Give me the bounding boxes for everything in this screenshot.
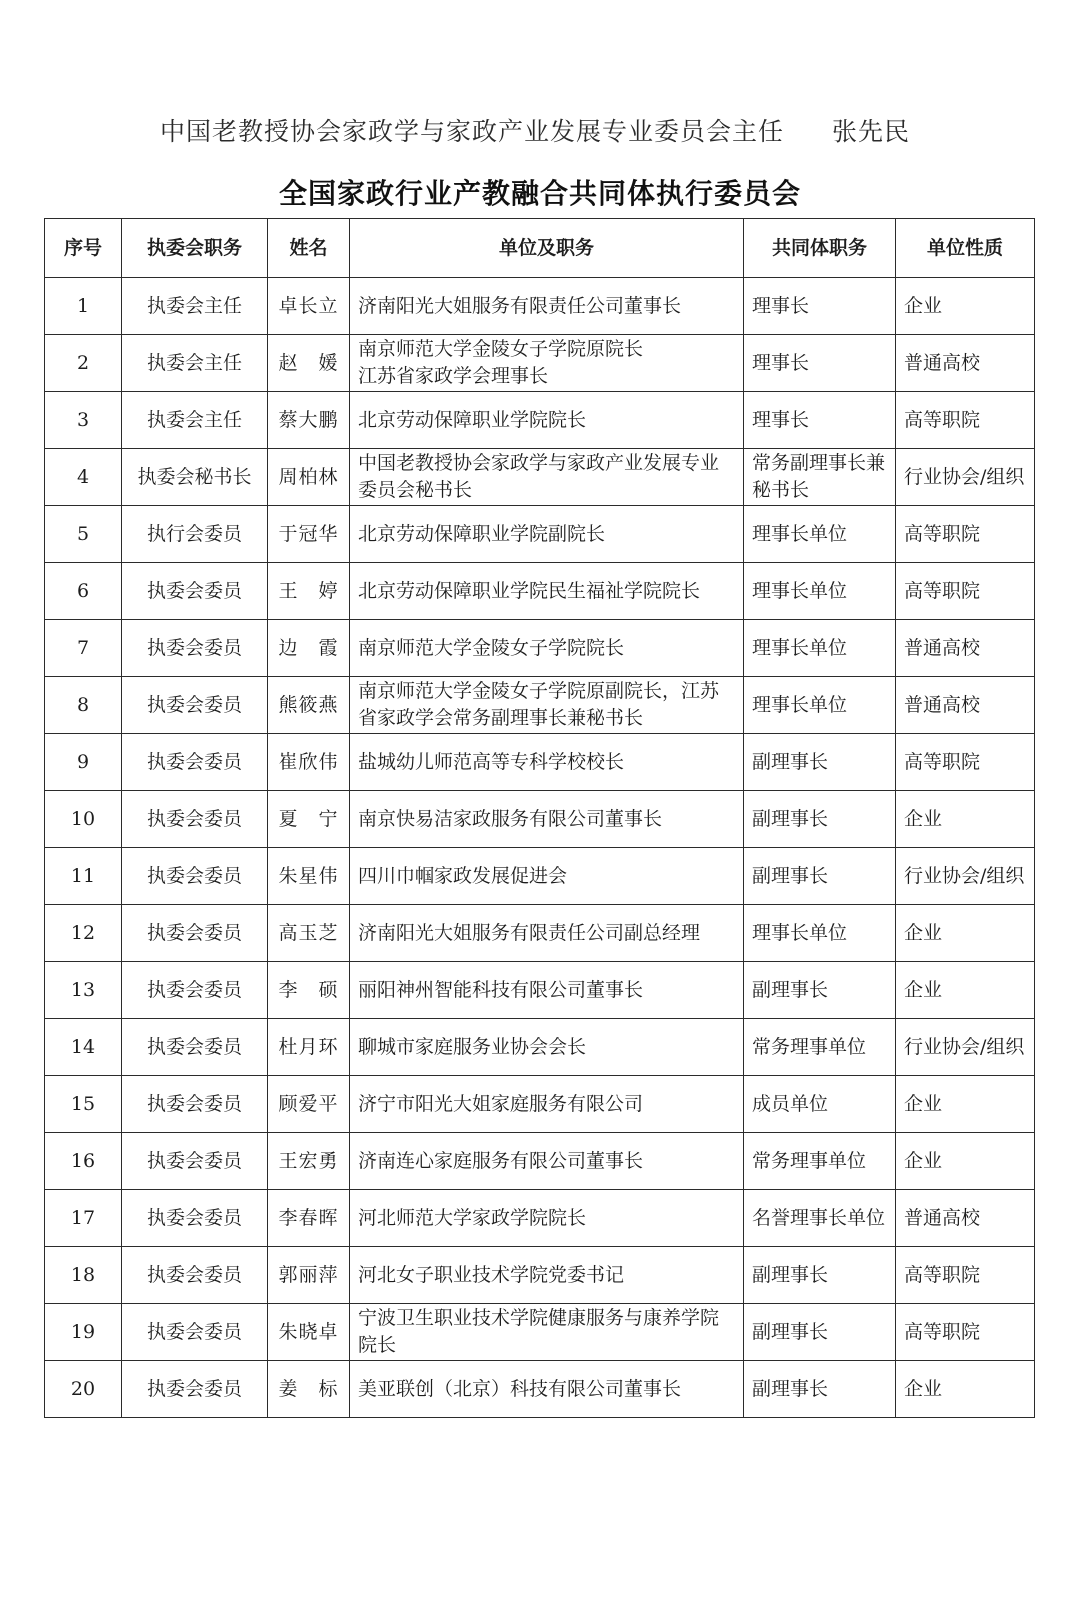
member-name: 蔡大鹏 [268, 392, 350, 449]
table-row [45, 1133, 1035, 1190]
table-row [45, 1019, 1035, 1076]
row-index: 1 [45, 278, 122, 335]
table-row [45, 791, 1035, 848]
unit-type: 高等职院 [896, 1247, 1035, 1304]
row-index: 2 [45, 335, 122, 392]
chair-title: 中国老教授协会家政学与家政产业发展专业委员会主任 [160, 117, 785, 146]
unit-and-position: 北京劳动保障职业学院民生福祉学院院长 [350, 563, 744, 620]
row-index: 15 [45, 1076, 122, 1133]
member-name: 高玉芝 [268, 905, 350, 962]
unit-and-position: 济南阳光大姐服务有限责任公司董事长 [350, 278, 744, 335]
row-index: 4 [45, 449, 122, 506]
unit-and-position: 南京师范大学金陵女子学院原院长 江苏省家政学会理事长 [350, 335, 744, 392]
unit-type: 普通高校 [896, 620, 1035, 677]
row-index: 5 [45, 506, 122, 563]
member-name: 顾爱平 [268, 1076, 350, 1133]
member-name: 于冠华 [268, 506, 350, 563]
table-row [45, 677, 1035, 734]
unit-type: 企业 [896, 905, 1035, 962]
committee-role: 执委会委员 [122, 1019, 268, 1076]
community-position: 理事长单位 [744, 677, 896, 734]
table-row [45, 620, 1035, 677]
unit-and-position: 北京劳动保障职业学院副院长 [350, 506, 744, 563]
community-position: 理事长单位 [744, 563, 896, 620]
community-position: 名誉理事长单位 [744, 1190, 896, 1247]
member-name: 熊筱燕 [268, 677, 350, 734]
unit-and-position: 南京师范大学金陵女子学院原副院长，江苏省家政学会常务副理事长兼秘书长 [350, 677, 744, 734]
committee-role: 执委会委员 [122, 848, 268, 905]
community-position: 理事长单位 [744, 620, 896, 677]
row-index: 16 [45, 1133, 122, 1190]
unit-type: 企业 [896, 1361, 1035, 1418]
table-row [45, 1361, 1035, 1418]
community-position: 常务理事单位 [744, 1019, 896, 1076]
unit-and-position: 四川巾帼家政发展促进会 [350, 848, 744, 905]
unit-and-position: 河北女子职业技术学院党委书记 [350, 1247, 744, 1304]
member-name: 周柏林 [268, 449, 350, 506]
header-index: 序号 [45, 219, 122, 278]
unit-and-position: 济宁市阳光大姐家庭服务有限公司 [350, 1076, 744, 1133]
committee-role: 执委会委员 [122, 677, 268, 734]
table-row [45, 335, 1035, 392]
committee-role: 执委会委员 [122, 563, 268, 620]
community-position: 理事长单位 [744, 905, 896, 962]
table-row [45, 563, 1035, 620]
community-position: 副理事长 [744, 1247, 896, 1304]
unit-type: 高等职院 [896, 392, 1035, 449]
community-position: 副理事长 [744, 791, 896, 848]
member-name: 朱晓卓 [268, 1304, 350, 1361]
unit-type: 企业 [896, 1076, 1035, 1133]
committee-role: 执委会委员 [122, 1304, 268, 1361]
committee-role: 执委会委员 [122, 1247, 268, 1304]
header-community-position: 共同体职务 [744, 219, 896, 278]
member-name: 郭丽萍 [268, 1247, 350, 1304]
row-index: 20 [45, 1361, 122, 1418]
community-position: 理事长 [744, 335, 896, 392]
table-row [45, 1190, 1035, 1247]
header-role: 执委会职务 [122, 219, 268, 278]
unit-and-position: 丽阳神州智能科技有限公司董事长 [350, 962, 744, 1019]
row-index: 13 [45, 962, 122, 1019]
committee-role: 执委会委员 [122, 962, 268, 1019]
chair-name: 张先民 [832, 117, 911, 146]
committee-role: 执委会委员 [122, 1133, 268, 1190]
table-row [45, 392, 1035, 449]
unit-and-position: 南京师范大学金陵女子学院院长 [350, 620, 744, 677]
table-row [45, 1304, 1035, 1361]
row-index: 9 [45, 734, 122, 791]
community-position: 副理事长 [744, 734, 896, 791]
row-index: 3 [45, 392, 122, 449]
community-position: 成员单位 [744, 1076, 896, 1133]
table-row [45, 1247, 1035, 1304]
member-name: 李春晖 [268, 1190, 350, 1247]
committee-role: 执委会委员 [122, 734, 268, 791]
unit-and-position: 美亚联创（北京）科技有限公司董事长 [350, 1361, 744, 1418]
document-title: 全国家政行业产教融合共同体执行委员会 [278, 177, 801, 210]
unit-and-position: 北京劳动保障职业学院院长 [350, 392, 744, 449]
member-name: 李 硕 [268, 962, 350, 1019]
community-position: 副理事长 [744, 962, 896, 1019]
unit-type: 企业 [896, 1133, 1035, 1190]
row-index: 17 [45, 1190, 122, 1247]
header-unit-type: 单位性质 [896, 219, 1035, 278]
unit-type: 企业 [896, 791, 1035, 848]
row-index: 10 [45, 791, 122, 848]
unit-type: 高等职院 [896, 506, 1035, 563]
member-name: 朱星伟 [268, 848, 350, 905]
community-position: 理事长单位 [744, 506, 896, 563]
community-position: 副理事长 [744, 1361, 896, 1418]
unit-type: 高等职院 [896, 1304, 1035, 1361]
row-index: 11 [45, 848, 122, 905]
committee-table [44, 218, 1035, 1418]
unit-and-position: 聊城市家庭服务业协会会长 [350, 1019, 744, 1076]
unit-type: 普通高校 [896, 335, 1035, 392]
committee-role: 执委会主任 [122, 335, 268, 392]
community-position: 副理事长 [744, 848, 896, 905]
table-body [45, 278, 1035, 1418]
committee-role: 执委会委员 [122, 791, 268, 848]
row-index: 19 [45, 1304, 122, 1361]
committee-role: 执委会委员 [122, 1190, 268, 1247]
committee-role: 执委会委员 [122, 1361, 268, 1418]
unit-type: 普通高校 [896, 677, 1035, 734]
member-name: 姜 标 [268, 1361, 350, 1418]
committee-role: 执委会主任 [122, 278, 268, 335]
row-index: 7 [45, 620, 122, 677]
unit-type: 普通高校 [896, 1190, 1035, 1247]
member-name: 边 霞 [268, 620, 350, 677]
unit-type: 行业协会/组织 [896, 848, 1035, 905]
row-index: 14 [45, 1019, 122, 1076]
unit-and-position: 中国老教授协会家政学与家政产业发展专业委员会秘书长 [350, 449, 744, 506]
member-name: 杜月环 [268, 1019, 350, 1076]
committee-role: 执委会委员 [122, 905, 268, 962]
committee-role: 执委会主任 [122, 392, 268, 449]
member-name: 夏 宁 [268, 791, 350, 848]
table-row [45, 449, 1035, 506]
table-row [45, 734, 1035, 791]
member-name: 王宏勇 [268, 1133, 350, 1190]
chair-line [160, 112, 910, 148]
community-position: 常务理事单位 [744, 1133, 896, 1190]
unit-and-position: 南京快易洁家政服务有限公司董事长 [350, 791, 744, 848]
committee-role: 执行会委员 [122, 506, 268, 563]
unit-type: 企业 [896, 278, 1035, 335]
committee-role: 执委会秘书长 [122, 449, 268, 506]
unit-type: 企业 [896, 962, 1035, 1019]
committee-role: 执委会委员 [122, 1076, 268, 1133]
unit-and-position: 河北师范大学家政学院院长 [350, 1190, 744, 1247]
row-index: 12 [45, 905, 122, 962]
community-position: 副理事长 [744, 1304, 896, 1361]
row-index: 18 [45, 1247, 122, 1304]
member-name: 崔欣伟 [268, 734, 350, 791]
table-row [45, 278, 1035, 335]
table-header-row [45, 219, 1035, 278]
committee-role: 执委会委员 [122, 620, 268, 677]
table-row [45, 848, 1035, 905]
member-name: 王 婷 [268, 563, 350, 620]
member-name: 卓长立 [268, 278, 350, 335]
table-row [45, 962, 1035, 1019]
community-position: 理事长 [744, 278, 896, 335]
table-row [45, 905, 1035, 962]
header-unit: 单位及职务 [350, 219, 744, 278]
community-position: 理事长 [744, 392, 896, 449]
row-index: 6 [45, 563, 122, 620]
unit-and-position: 济南阳光大姐服务有限责任公司副总经理 [350, 905, 744, 962]
unit-type: 行业协会/组织 [896, 1019, 1035, 1076]
unit-type: 行业协会/组织 [896, 449, 1035, 506]
header-name: 姓名 [268, 219, 350, 278]
member-name: 赵 媛 [268, 335, 350, 392]
unit-type: 高等职院 [896, 563, 1035, 620]
community-position: 常务副理事长兼秘书长 [744, 449, 896, 506]
unit-and-position: 济南连心家庭服务有限公司董事长 [350, 1133, 744, 1190]
table-row [45, 1076, 1035, 1133]
unit-and-position: 盐城幼儿师范高等专科学校校长 [350, 734, 744, 791]
row-index: 8 [45, 677, 122, 734]
unit-type: 高等职院 [896, 734, 1035, 791]
unit-and-position: 宁波卫生职业技术学院健康服务与康养学院院长 [350, 1304, 744, 1361]
table-row [45, 506, 1035, 563]
